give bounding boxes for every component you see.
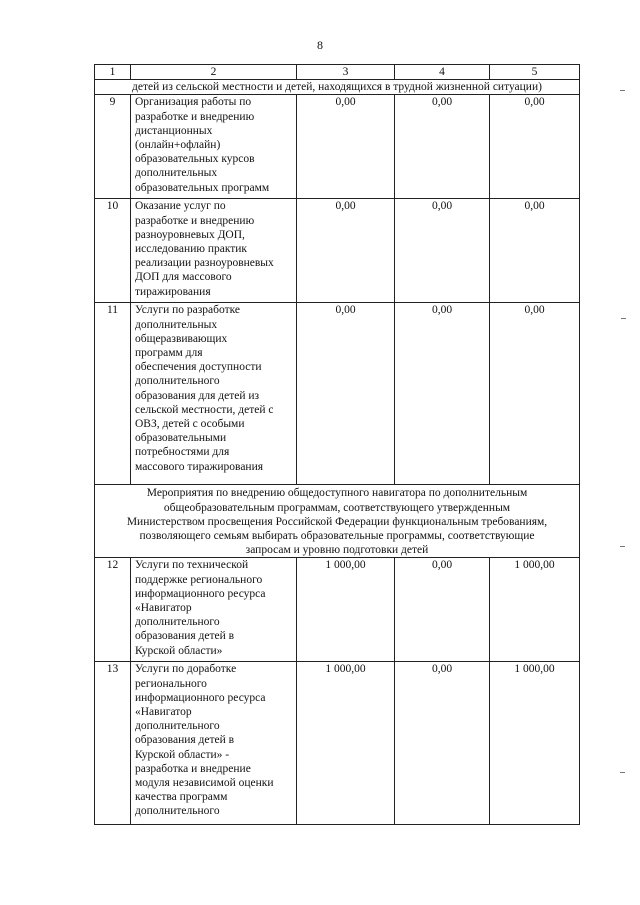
column-number: 4 [395,65,490,80]
value-col5: 1 000,00 [490,662,580,825]
description-line: поддержке регионального [135,573,263,586]
description-line: образования для детей из [135,389,260,402]
description-line: разработка и внедрение [135,762,251,775]
row-description [131,662,297,825]
description-line: «Навигатор [135,706,192,719]
budget-table [94,64,580,825]
section-continuation-row [95,80,580,95]
description-line: информационного ресурса [135,691,266,704]
row-number: 9 [95,95,131,199]
description-line: сельской местности, детей с [135,403,274,416]
description-line: информационного ресурса [135,587,266,600]
value-col5: 0,00 [490,199,580,303]
value-col5: 1 000,00 [490,558,580,662]
section-continuation: детей из сельской местности и детей, находящихся в трудной жизненной ситуации) [95,80,580,95]
heading-line: Мероприятия по внедрению общедоступного навигатора по дополнительным [146,487,528,500]
description-line: дополнительных [135,167,218,180]
row-number: 13 [95,662,131,825]
column-number: 3 [297,65,395,80]
description-line: массового тиражирования [135,460,264,473]
description-line: дополнительных [135,318,218,331]
column-number-row [95,65,580,80]
description-line: тиражирования [135,285,211,298]
heading-line: Министерством просвещения Российской Федерации функциональным требованиям, [126,515,548,528]
description-line: модуля независимой оценки [135,777,274,790]
description-line: Услуги по доработке [135,663,237,676]
value-col4: 0,00 [395,95,490,199]
value-col5: 0,00 [490,95,580,199]
description-line: дистанционных [135,124,213,137]
row-description [131,303,297,485]
description-line: разработке и внедрению [135,110,255,123]
row-number: 11 [95,303,131,485]
description-line: (онлайн+офлайн) [135,139,221,152]
heading-line: общеобразовательным программам, соответствующего утвержденным [163,501,511,514]
description-line: дополнительного [135,805,220,818]
description-line: ОВЗ, детей с особыми [135,418,245,431]
description-line: образовательными [135,432,227,445]
row-description [131,199,297,303]
value-col3: 0,00 [297,199,395,303]
description-line: потребностями для [135,446,230,459]
section-heading-row [95,485,580,558]
value-col4: 0,00 [395,558,490,662]
description-line: дополнительного [135,375,220,388]
column-number: 1 [95,65,131,80]
table-row [95,95,580,199]
description-line: Услуги по разработке [135,304,241,317]
row-description [131,558,297,662]
description-line: разработке и внедрению [135,214,255,227]
description-line: разноуровневых ДОП, [135,228,245,241]
description-line: исследованию практик [135,243,248,256]
value-col3: 0,00 [297,303,395,485]
value-col4: 0,00 [395,199,490,303]
description-line: Организация работы по [135,96,252,109]
value-col3: 0,00 [297,95,395,199]
description-line: ДОП для массового [135,271,232,284]
description-line: образования детей в [135,734,235,747]
page-number: 8 [317,38,323,52]
description-line: реализации разноуровневых [135,257,274,270]
description-line: качества программ [135,791,228,804]
description-line: регионального [135,677,207,690]
value-col4: 0,00 [395,662,490,825]
description-line: программ для [135,347,203,360]
scan-mark [621,318,626,319]
section-heading [95,485,580,558]
description-line: образования детей в [135,630,235,643]
description-line: Курской области» - [135,748,230,761]
table-row [95,662,580,825]
heading-line: позволяющего семьям выбирать образовательные программы, соответствующие [139,530,535,543]
description-line: образовательных программ [135,181,270,194]
row-description [131,95,297,199]
description-line: образовательных курсов [135,153,255,166]
row-number: 12 [95,558,131,662]
value-col3: 1 000,00 [297,558,395,662]
description-line: Услуги по технической [135,559,249,572]
description-line: Оказание услуг по [135,200,226,213]
description-line: Курской области» [135,644,223,657]
description-line: обеспечения доступности [135,361,262,374]
description-line: дополнительного [135,720,220,733]
value-col4: 0,00 [395,303,490,485]
scan-mark [620,90,625,91]
heading-line: запросам и уровню подготовки детей [245,544,429,557]
table-row [95,558,580,662]
scan-mark [620,546,625,547]
table-row [95,303,580,485]
value-col5: 0,00 [490,303,580,485]
scan-mark [620,772,625,773]
description-line: общеразвивающих [135,332,228,345]
description-line: дополнительного [135,616,220,629]
row-number: 10 [95,199,131,303]
column-number: 2 [131,65,297,80]
value-col3: 1 000,00 [297,662,395,825]
description-line: «Навигатор [135,602,192,615]
column-number: 5 [490,65,580,80]
table-row [95,199,580,303]
